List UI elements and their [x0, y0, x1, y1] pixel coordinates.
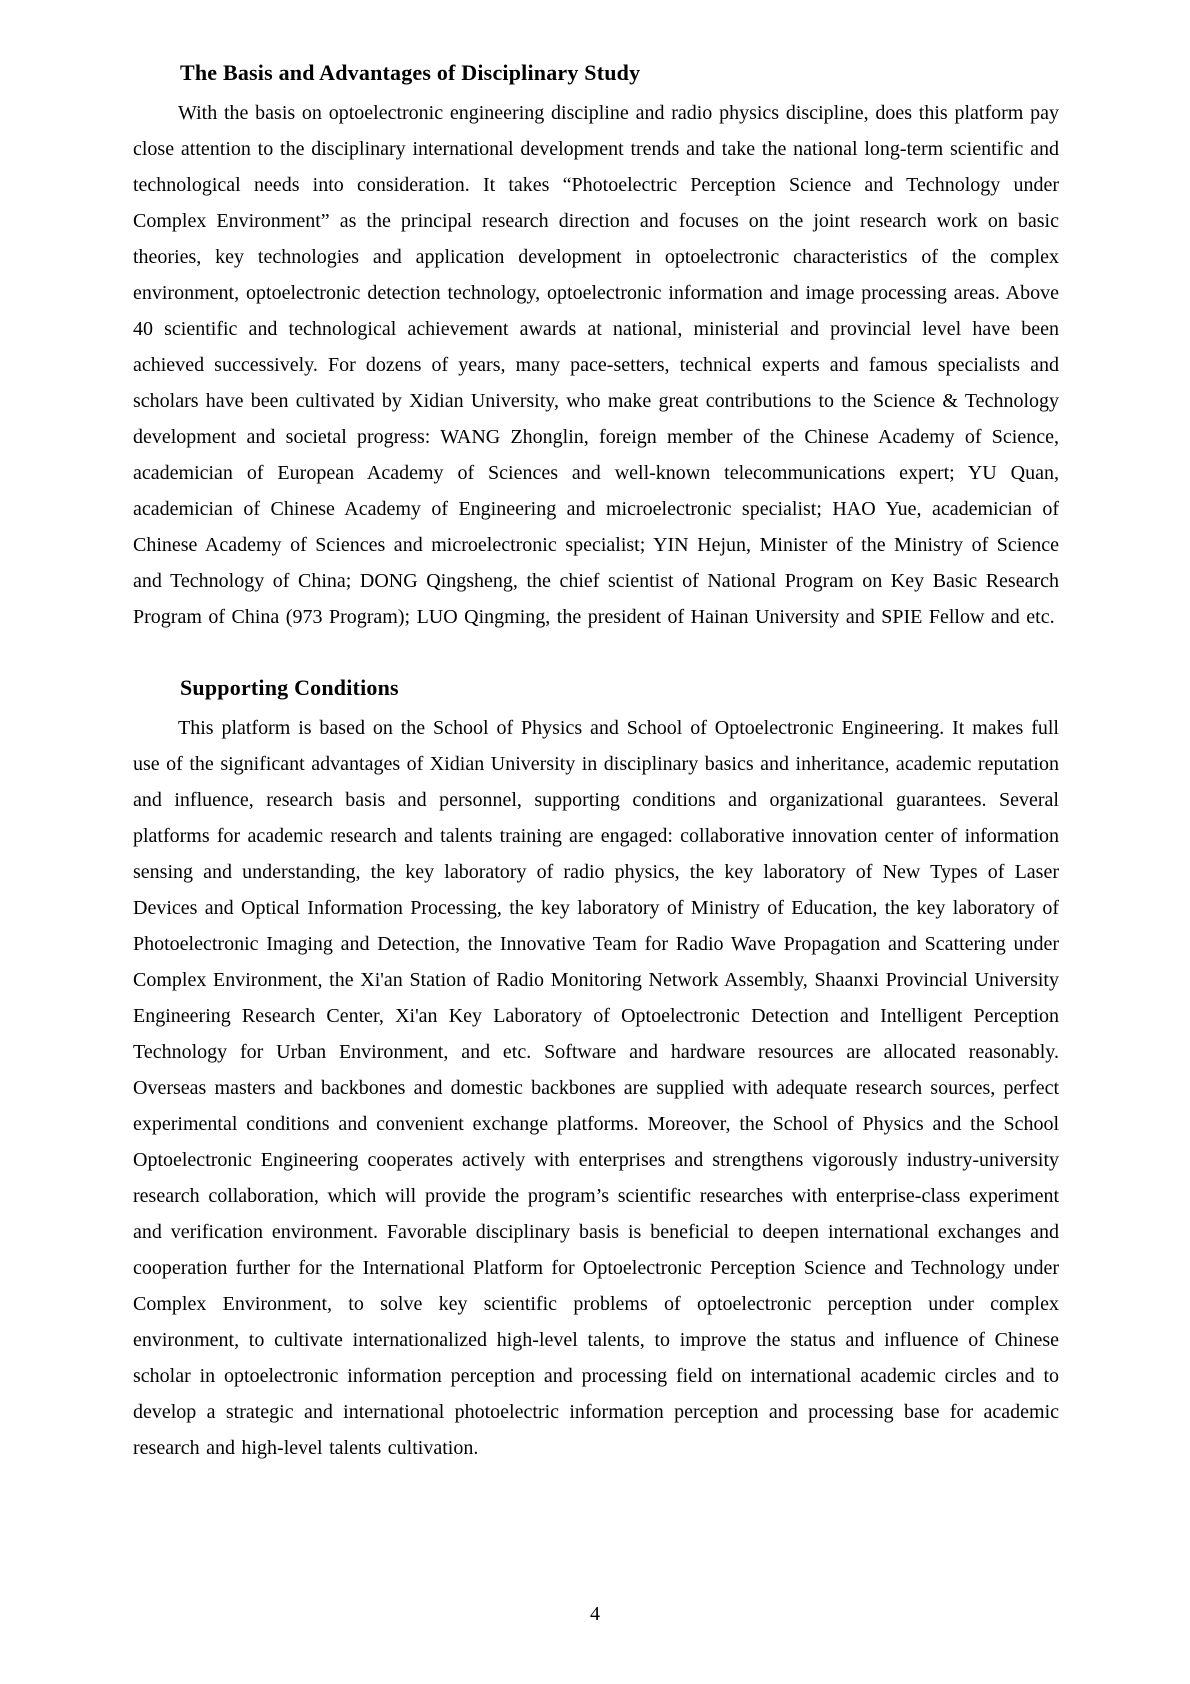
page-content: [133, 58, 1059, 1466]
page-number: 4: [590, 1603, 600, 1625]
paragraph-basis-and-advantages: With the basis on optoelectronic engineering discipline and radio physics discipline, does this platform pay close attention to the disciplinary international development trends and take the national long-term scientific and technological needs into consideration. It takes “Photoelectric Perception Science and Technology under Complex Environment” as the principal research direction and focuses on the joint research work on basic theories, key technologies and application development in optoelectronic characteristics of the complex environment, optoelectronic detection technology, optoelectronic information and image processing areas. Above 40 scientific and technological achievement awards at national, ministerial and provincial level have been achieved successively. For dozens of years, many pace-setters, technical experts and famous specialists and scholars have been cultivated by Xidian University, who make great contributions to the Science & Technology development and societal progress: WANG Zhonglin, foreign member of the Chinese Academy of Science, academician of European Academy of Sciences and well-known telecommunications expert; YU Quan, academician of Chinese Academy of Engineering and microelectronic specialist; HAO Yue, academician of Chinese Academy of Sciences and microelectronic specialist; YIN Hejun, Minister of the Ministry of Science and Technology of China; DONG Qingsheng, the chief scientist of National Program on Key Basic Research Program of China (973 Program); LUO Qingming, the president of Hainan University and SPIE Fellow and etc.: [133, 102, 1059, 628]
section-heading-basis-and-advantages: The Basis and Advantages of Disciplinary Study: [180, 60, 641, 85]
section-heading-supporting-conditions: Supporting Conditions: [180, 675, 399, 700]
paragraph-supporting-conditions: This platform is based on the School of Physics and School of Optoelectronic Engineering. It makes full use of the significant advantages of Xidian University in disciplinary basics and inheritance, academic reputation and influence, research basis and personnel, supporting conditions and organizational guarantees. Several platforms for academic research and talents training are engaged: collaborative innovation center of information sensing and understanding, the key laboratory of radio physics, the key laboratory of New Types of Laser Devices and Optical Information Processing, the key laboratory of Ministry of Education, the key laboratory of Photoelectronic Imaging and Detection, the Innovative Team for Radio Wave Propagation and Scattering under Complex Environment, the Xi'an Station of Radio Monitoring Network Assembly, Shaanxi Provincial University Engineering Research Center, Xi'an Key Laboratory of Optoelectronic Detection and Intelligent Perception Technology for Urban Environment, and etc. Software and hardware resources are allocated reasonably. Overseas masters and backbones and domestic backbones are supplied with adequate research sources, perfect experimental conditions and convenient exchange platforms. Moreover, the School of Physics and the School Optoelectronic Engineering cooperates actively with enterprises and strengthens vigorously industry-university research collaboration, which will provide the program’s scientific researches with enterprise-class experiment and verification environment. Favorable disciplinary basis is beneficial to deepen international exchanges and cooperation further for the International Platform for Optoelectronic Perception Science and Technology under Complex Environment, to solve key scientific problems of optoelectronic perception under complex environment, to cultivate internationalized high-level talents, to improve the status and influence of Chinese scholar in optoelectronic information perception and processing field on international academic circles and to develop a strategic and international photoelectric information perception and processing base for academic research and high-level talents cultivation.: [133, 717, 1059, 1459]
